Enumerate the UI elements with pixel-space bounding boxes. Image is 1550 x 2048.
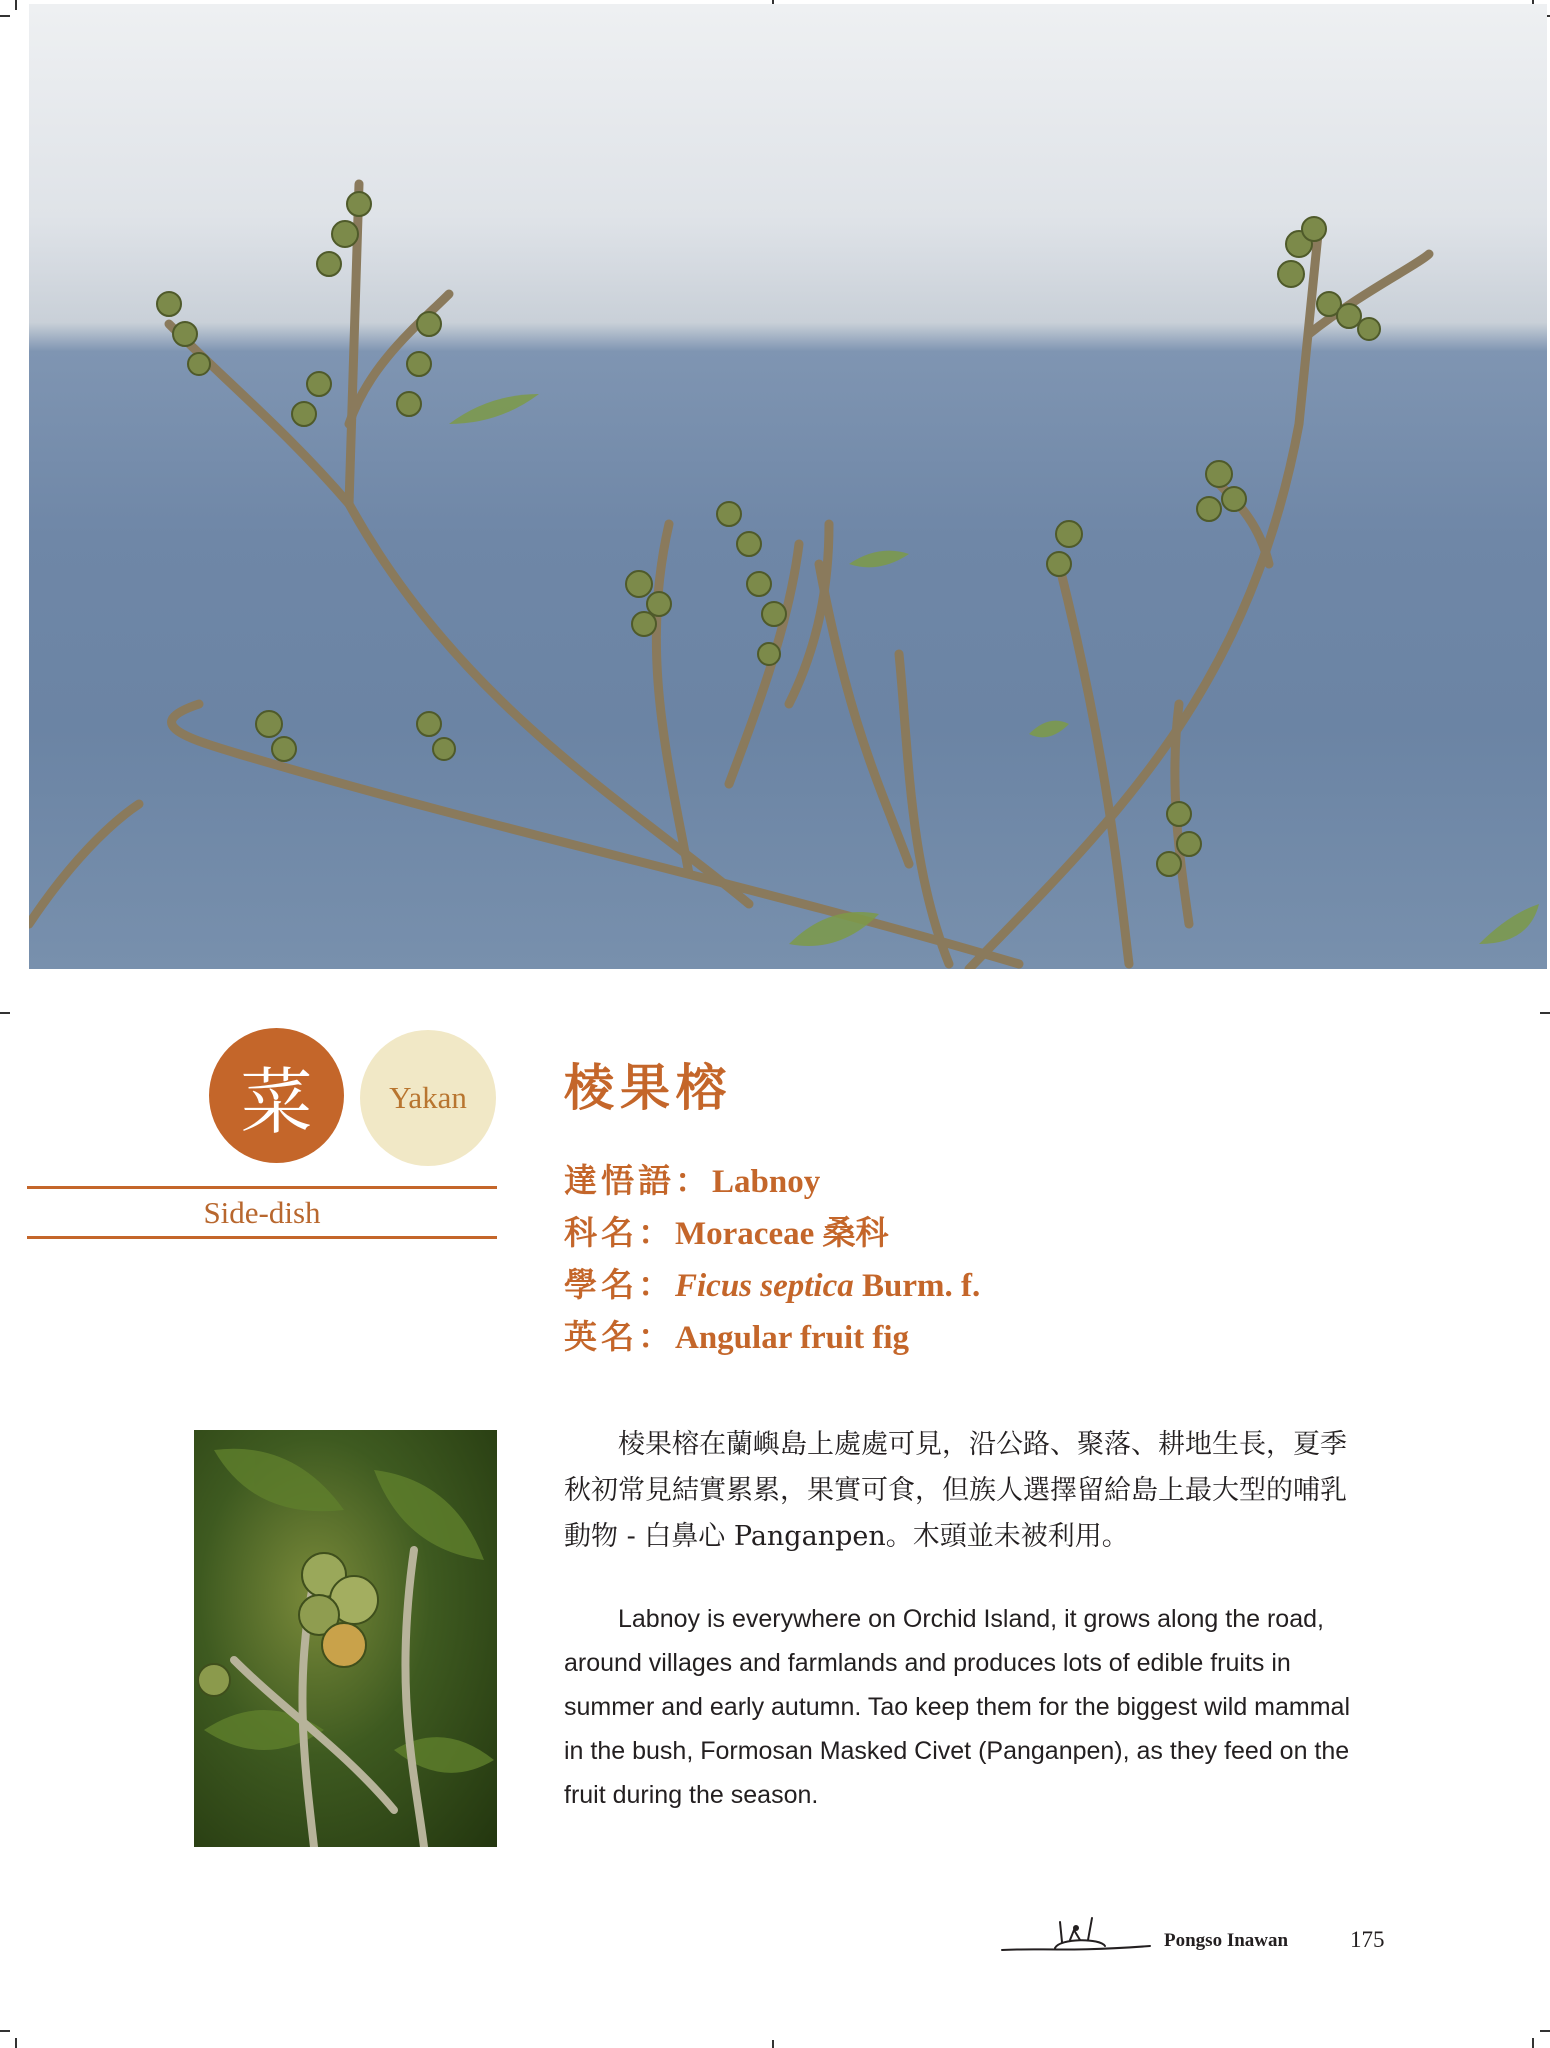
info-family [564,1207,889,1254]
hero-photo [29,4,1547,969]
info-key: 達悟語： [564,1161,712,1200]
scientific-genus-species: Ficus septica [675,1268,854,1304]
page-title: 棱果榕 [564,1058,732,1117]
crop-mark [15,0,17,10]
crop-mark [1540,2030,1550,2032]
fruit-illustration [194,1430,497,1847]
crop-mark [772,2040,774,2048]
romanization-badge [360,1030,496,1166]
fruit-photo [194,1430,497,1847]
info-key: 科名： [564,1213,675,1252]
info-value: Moraceae 桑科 [675,1216,889,1252]
crop-mark [0,2030,10,2032]
page-number: 175 [1350,1927,1385,1952]
info-key: 英名： [564,1317,675,1356]
footer-brand: Pongso Inawan [1164,1930,1289,1951]
info-key: 學名： [564,1265,675,1304]
info-value: Angular fruit fig [675,1320,910,1356]
scientific-author: Burm. f. [853,1268,981,1304]
info-value: Labnoy [712,1164,821,1200]
crop-mark [0,1012,10,1014]
divider-bottom [27,1236,497,1239]
crop-mark [1540,1012,1550,1014]
category-character: 菜 [240,1059,313,1144]
crop-mark [15,2038,17,2048]
description-chinese: 棱果榕在蘭嶼島上處處可見，沿公路、聚落、耕地生長，夏季秋初常見結實累累，果實可食，但族人選擇留給島上最大型的哺乳動物 - 白鼻心 Panganpen。木頭並未被利用。 [564,1429,1347,1552]
category-label: Side-dish [203,1195,321,1230]
branch-illustration [29,4,1547,969]
crop-mark [1532,2038,1534,2048]
canoe-logo-icon [1000,1910,1160,1960]
romanization-label: Yakan [389,1080,467,1115]
crop-mark [0,15,10,17]
info-tao-name [564,1155,820,1202]
divider-top [27,1186,497,1189]
info-english-name [564,1311,909,1358]
description-english: Labnoy is everywhere on Orchid Island, it grows along the road, around villages and farmlands and produces lots of edible fruits in summer and early autumn. Tao keep them for the biggest wild mammal in the bush, Formosan Masked Civet (Panganpen), as they feed on the fruit during the season. [564,1605,1351,1809]
category-badge [209,1028,344,1163]
info-scientific-name [564,1259,980,1306]
